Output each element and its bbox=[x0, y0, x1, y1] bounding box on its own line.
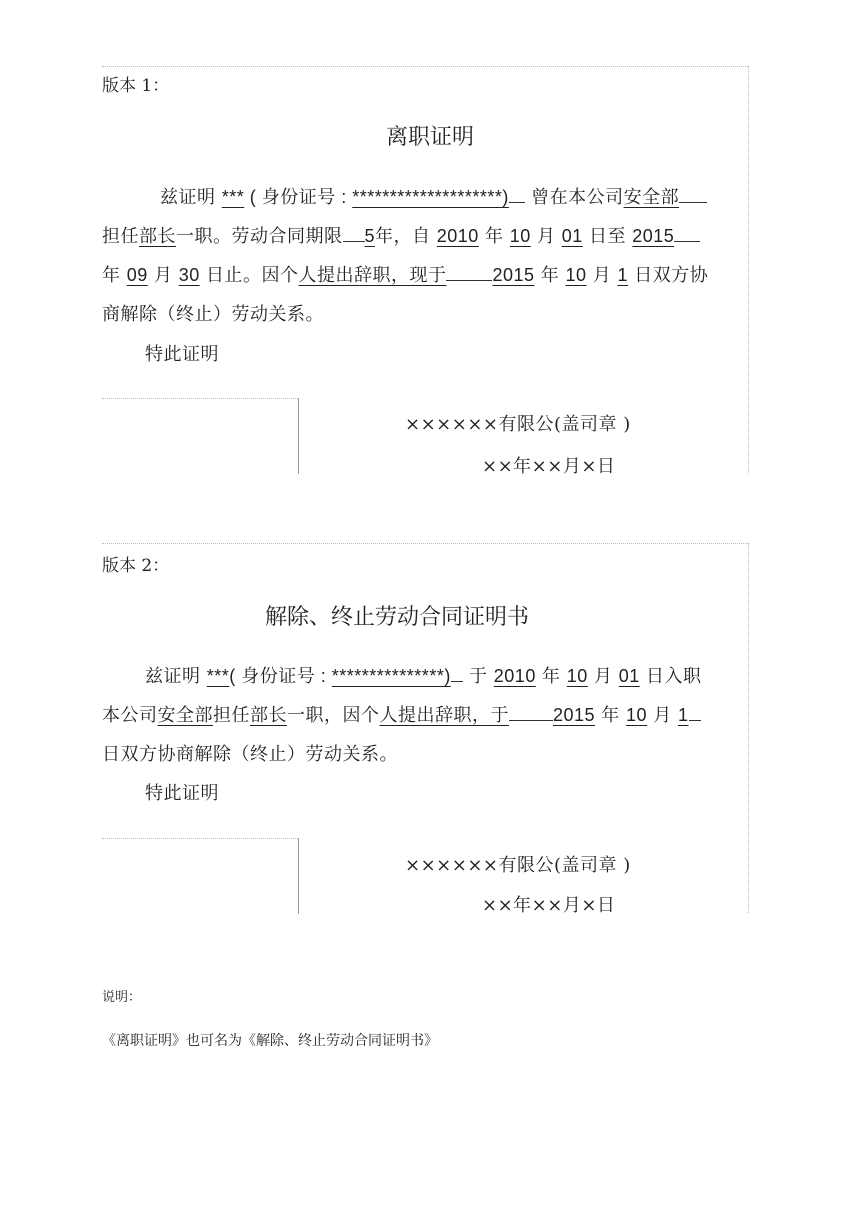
signature-box-side bbox=[298, 838, 299, 914]
divider bbox=[748, 543, 749, 913]
version1-para-line1: 兹证明 *** ( 身份证号 : ********************) 曾在本公司安全部 bbox=[160, 183, 707, 209]
version2-para-line2: 本公司安全部担任部长一职，因个人提出辞职，于 2015 年 10 月 1 bbox=[102, 701, 701, 727]
version2-company: ××××××有限公(盖司章 ) bbox=[405, 855, 631, 876]
version2-label: 版本 2： bbox=[102, 556, 170, 576]
version1-para-line3: 年 09 月 30 日止。因个人提出辞职，现于 2015 年 10 月 1 日双方协 bbox=[102, 265, 709, 286]
version1-company: ××××××有限公(盖司章 ) bbox=[405, 414, 631, 435]
version2-para-line1: 兹证明 ***( 身份证号 : ***************) 于 2010 年 10 月 01 日入职 bbox=[145, 666, 702, 687]
version1-para-line2: 担任部长一职。劳动合同期限 5年，自 2010 年 10 月 01 日至 2015 bbox=[102, 222, 700, 248]
version1-para-line4: 商解除（终止）劳动关系。 bbox=[102, 304, 324, 325]
version1-date: ××年××月×日 bbox=[482, 456, 616, 477]
version1-closing: 特此证明 bbox=[145, 344, 219, 365]
note-label: 说明： bbox=[102, 990, 142, 1005]
version1-label: 版本 1： bbox=[102, 76, 170, 96]
version2-closing: 特此证明 bbox=[145, 783, 219, 804]
divider bbox=[102, 66, 748, 67]
note-text: 《离职证明》也可名为《解除、终止劳动合同证明书》 bbox=[102, 1033, 438, 1049]
version1-title: 离职证明 bbox=[385, 125, 474, 150]
version2-para-line3: 日双方协商解除（终止）劳动关系。 bbox=[102, 744, 398, 765]
version2-date: ××年××月×日 bbox=[482, 895, 616, 916]
signature-box-top bbox=[102, 398, 298, 399]
signature-box-side bbox=[298, 398, 299, 474]
signature-box-top bbox=[102, 838, 298, 839]
divider bbox=[102, 543, 748, 544]
version2-title: 解除、终止劳动合同证明书 bbox=[264, 605, 529, 630]
